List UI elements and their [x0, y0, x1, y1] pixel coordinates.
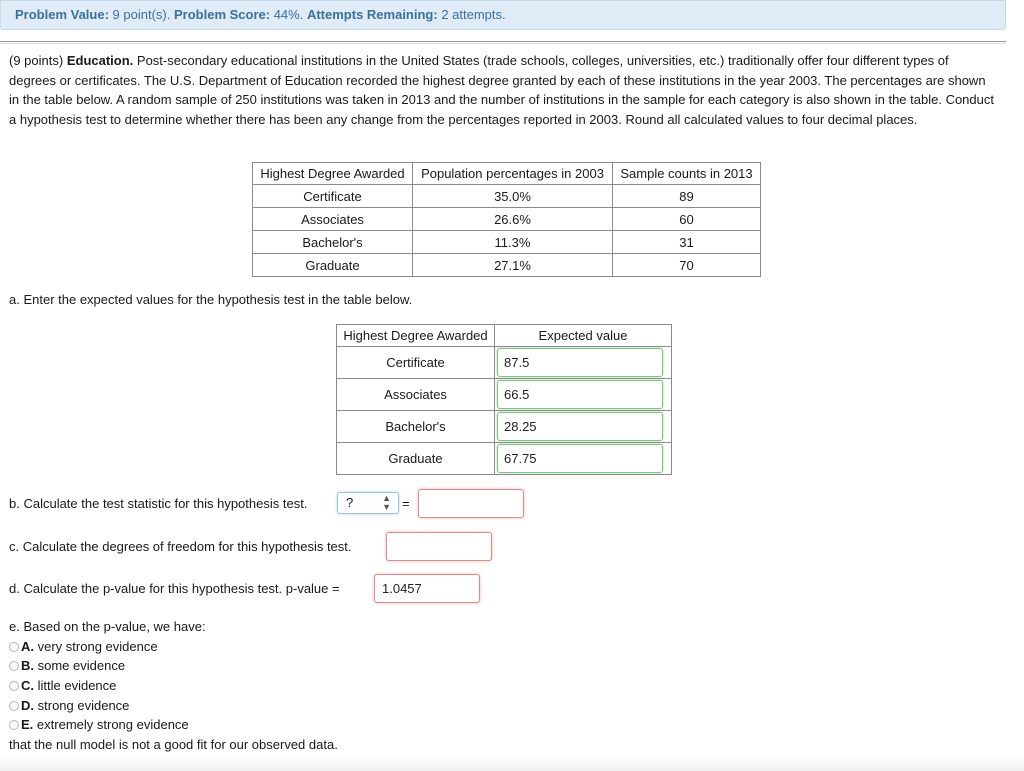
table-cell: Graduate [253, 254, 413, 277]
option-e[interactable] [9, 717, 189, 732]
table-row [253, 231, 761, 254]
test-statistic-select[interactable] [337, 492, 399, 514]
table-row [337, 443, 672, 475]
option-text: extremely strong evidence [36, 717, 189, 732]
option-letter: C. [21, 678, 34, 693]
option-b[interactable] [9, 658, 125, 673]
expected-value-input-bachelors[interactable]: 28.25 [497, 412, 663, 441]
option-text: little evidence [37, 678, 117, 693]
option-letter: E. [21, 717, 34, 732]
degrees-of-freedom-input[interactable] [386, 532, 492, 561]
select-value: ? [346, 495, 354, 510]
column-header: Population percentages in 2003 [413, 163, 613, 185]
divider [0, 41, 1006, 42]
table-cell: 31 [613, 231, 761, 254]
table-cell: 26.6% [413, 208, 613, 231]
problem-text: Post-secondary educational institutions in the United States (trade schools, colleges, universities, etc.) traditionally offer four different types of degrees or certificates. The U.S. Department of Education recorded the highest degree granted by each of these institutions in the year 2003. The percentages are shown in the table below. A random sample of 250 institutions was taken in 2013 and the number of institutions in the sample for each category is also shown in the table. Conduct a hypothesis test to determine whether there has been any change from the percentages reported in 2003. Round all calculated values to four decimal places. [9, 53, 994, 127]
table-cell [495, 347, 672, 379]
option-text: strong evidence [37, 698, 130, 713]
divider-shadow [0, 43, 1006, 44]
table-cell: Bachelor's [337, 411, 495, 443]
option-d[interactable] [9, 698, 129, 713]
table-cell: 27.1% [413, 254, 613, 277]
problem-points: (9 points) [9, 53, 64, 68]
column-header: Highest Degree Awarded [337, 325, 495, 347]
radio-button[interactable] [9, 681, 19, 691]
attempts-remaining: 2 attempts. [441, 7, 506, 22]
problem-statement [9, 51, 999, 129]
radio-button[interactable] [9, 720, 19, 730]
part-b-prompt: b. Calculate the test statistic for this hypothesis test. [9, 496, 308, 511]
radio-button[interactable] [9, 701, 19, 711]
table-cell: 89 [613, 185, 761, 208]
problem-status-bar [0, 0, 1006, 30]
table-cell: Graduate [337, 443, 495, 475]
problem-title: Education. [66, 53, 134, 68]
table-cell: Bachelor's [253, 231, 413, 254]
column-header: Expected value [495, 325, 672, 347]
table-cell: 60 [613, 208, 761, 231]
table-cell: Associates [253, 208, 413, 231]
radio-button[interactable] [9, 642, 19, 652]
table-cell [495, 379, 672, 411]
table-cell: Associates [337, 379, 495, 411]
table-row [253, 208, 761, 231]
test-statistic-input[interactable] [418, 489, 524, 518]
table-row [337, 347, 672, 379]
table-row [253, 254, 761, 277]
equals-sign: = [402, 496, 410, 511]
table-header-row [253, 163, 761, 185]
option-letter: D. [21, 698, 34, 713]
option-c[interactable] [9, 678, 116, 693]
table-cell [495, 443, 672, 475]
expected-values-table [336, 324, 672, 475]
part-e-footer: that the null model is not a good fit for our observed data. [9, 737, 338, 752]
table-cell: 11.3% [413, 231, 613, 254]
table-cell: 70 [613, 254, 761, 277]
table-cell: Certificate [253, 185, 413, 208]
expected-value-input-associates[interactable]: 66.5 [497, 380, 663, 409]
table-cell: 35.0% [413, 185, 613, 208]
option-letter: B. [21, 658, 34, 673]
expected-value-input-graduate[interactable]: 67.75 [497, 444, 663, 473]
attempts-remaining-label: Attempts Remaining: [306, 7, 438, 22]
part-c-prompt: c. Calculate the degrees of freedom for this hypothesis test. [9, 539, 352, 554]
part-a-prompt: a. Enter the expected values for the hypothesis test in the table below. [9, 292, 413, 307]
problem-value-label: Problem Value: [15, 7, 109, 22]
option-text: very strong evidence [37, 639, 158, 654]
p-value-input[interactable]: 1.0457 [374, 574, 480, 603]
table-cell [495, 411, 672, 443]
column-header: Sample counts in 2013 [613, 163, 761, 185]
problem-score-label: Problem Score: [173, 7, 271, 22]
column-header: Highest Degree Awarded [253, 163, 413, 185]
radio-button[interactable] [9, 661, 19, 671]
problem-value: 9 point(s). [112, 7, 171, 22]
updown-arrow-icon: ▲ ▼ [382, 493, 391, 512]
option-text: some evidence [37, 658, 126, 673]
table-row [337, 411, 672, 443]
part-d-prompt: d. Calculate the p-value for this hypothesis test. p-value = [9, 581, 340, 596]
data-table [252, 162, 761, 277]
table-row [253, 185, 761, 208]
table-header-row [337, 325, 672, 347]
expected-value-input-certificate[interactable]: 87.5 [497, 348, 663, 377]
table-row [337, 379, 672, 411]
part-e-prompt: e. Based on the p-value, we have: [9, 619, 206, 634]
table-cell: Certificate [337, 347, 495, 379]
problem-score: 44%. [273, 7, 304, 22]
bottom-fade [0, 756, 1024, 771]
option-a[interactable] [9, 639, 158, 654]
option-letter: A. [21, 639, 34, 654]
